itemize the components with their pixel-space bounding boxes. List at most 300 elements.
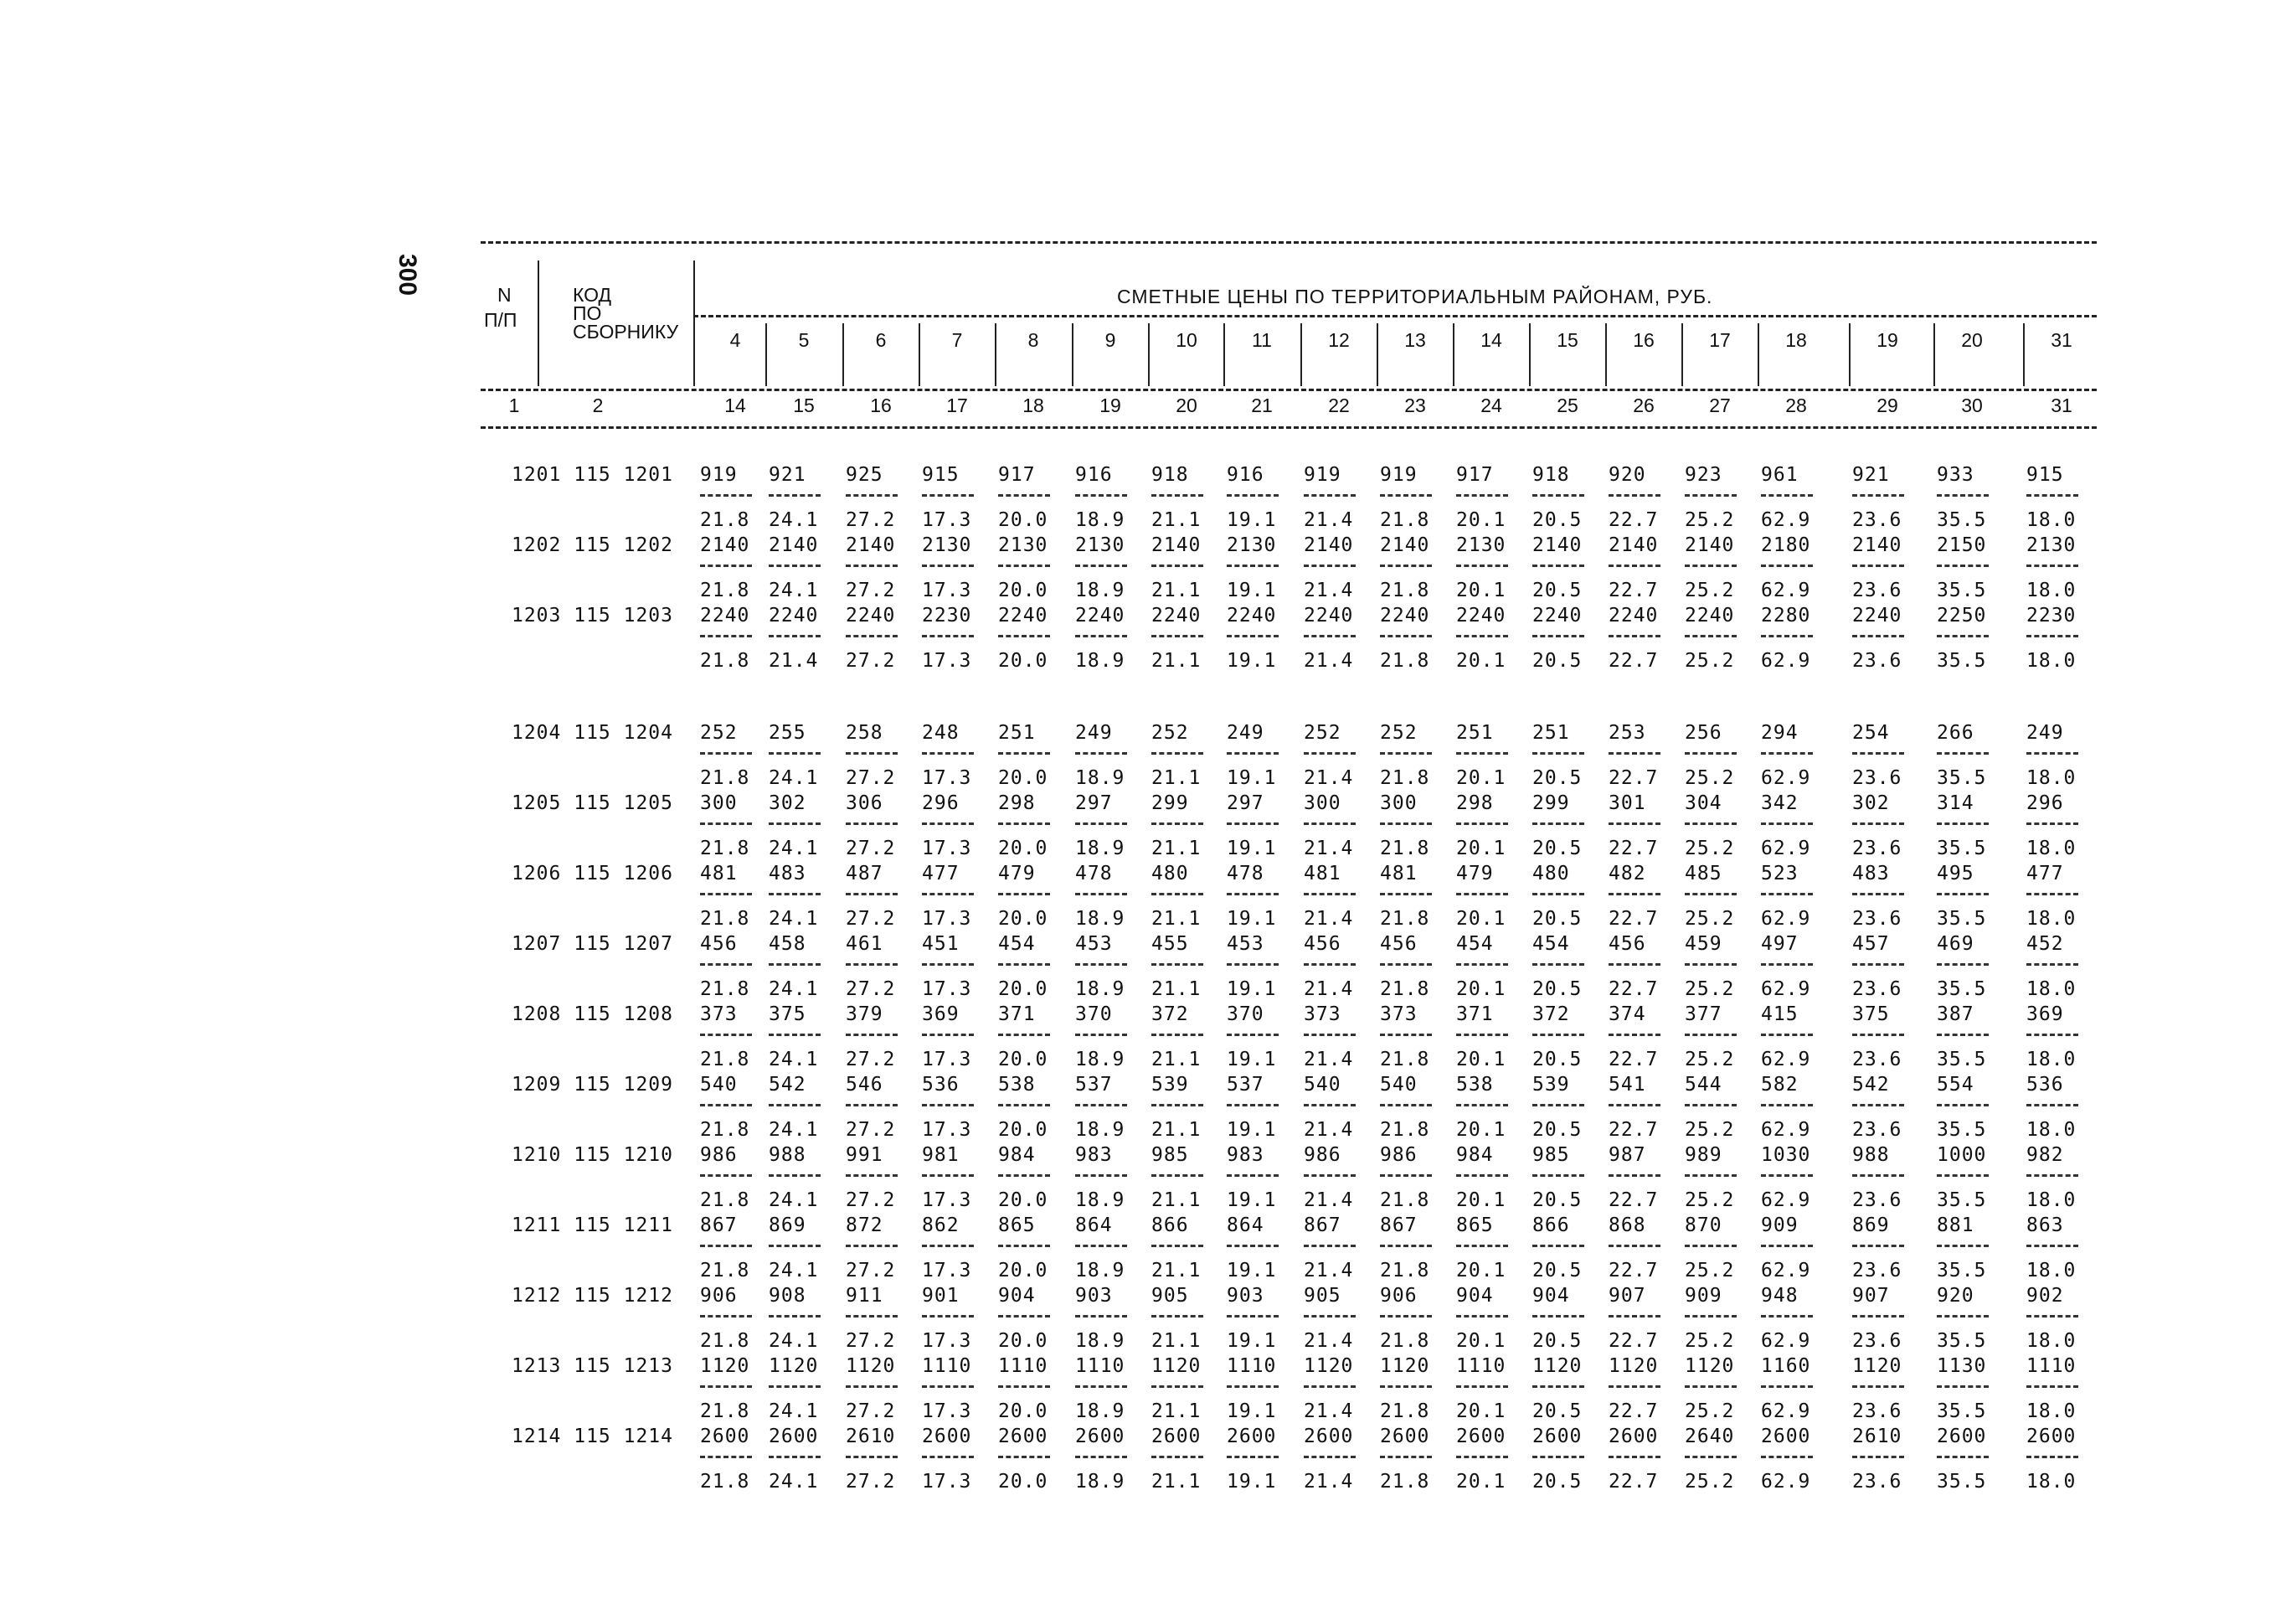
price-cell: 249 (1227, 722, 1264, 744)
coefficient-cell: 21.1 (1151, 580, 1202, 601)
fraction-dash (1685, 1104, 1737, 1106)
price-cell: 300 (1380, 792, 1418, 814)
fraction-dash (1380, 1034, 1432, 1036)
coefficient-cell: 20.0 (998, 1330, 1048, 1352)
fraction-dash (1380, 752, 1432, 755)
coefficient-cell: 25.2 (1685, 1471, 1735, 1493)
price-cell: 481 (1304, 863, 1341, 884)
table-header (481, 244, 2097, 386)
fraction-dash (1685, 565, 1737, 567)
coefficient-cell: 18.0 (2026, 1471, 2077, 1493)
coefficient-cell: 21.8 (1380, 1260, 1430, 1281)
coefficient-cell: 23.6 (1852, 1400, 1902, 1422)
fraction-dash (1532, 1315, 1584, 1317)
coefficient-cell: 18.0 (2026, 767, 2077, 789)
fraction-dash (1456, 893, 1508, 895)
price-cell: 2600 (1937, 1426, 1987, 1447)
coefficient-cell: 22.7 (1609, 1260, 1659, 1281)
coefficient-cell: 19.1 (1227, 838, 1277, 859)
coefficient-cell: 21.1 (1151, 509, 1202, 531)
price-cell: 477 (922, 863, 960, 884)
fraction-dash (1685, 1385, 1737, 1388)
fraction-dash (1685, 752, 1737, 755)
price-cell: 456 (1609, 933, 1646, 955)
price-cell: 373 (1304, 1003, 1341, 1025)
coefficient-cell: 23.6 (1852, 1049, 1902, 1070)
coefficient-cell: 20.0 (998, 1400, 1048, 1422)
fraction-dash (700, 494, 752, 497)
price-cell: 371 (998, 1003, 1036, 1025)
coefficient-cell: 27.2 (846, 1119, 896, 1141)
coefficient-cell: 21.4 (1304, 1400, 1354, 1422)
price-cell: 2140 (1380, 534, 1430, 556)
coefficient-cell: 22.7 (1609, 1189, 1659, 1211)
coefficient-cell: 35.5 (1937, 1330, 1987, 1352)
coefficient-cell: 21.8 (700, 908, 750, 930)
region-header: 14 (1480, 329, 1502, 351)
price-cell: 919 (1380, 464, 1418, 486)
price-cell: 1120 (846, 1355, 896, 1377)
region-header: 16 (1633, 329, 1655, 351)
fraction-dash (922, 822, 974, 825)
fraction-dash (1532, 1385, 1584, 1388)
fraction-dash (1304, 565, 1356, 567)
coefficient-cell: 21.8 (1380, 767, 1430, 789)
price-cell: 982 (2026, 1144, 2064, 1166)
price-cell: 541 (1609, 1074, 1646, 1096)
fraction-dash (846, 1315, 898, 1317)
price-cell: 477 (2026, 863, 2064, 884)
price-cell: 2150 (1937, 534, 1987, 556)
fraction-dash (1151, 1315, 1203, 1317)
price-cell: 868 (1609, 1214, 1646, 1236)
fraction-dash (1609, 963, 1660, 966)
region-header: 20 (1961, 329, 1983, 351)
price-cell: 1120 (1380, 1355, 1430, 1377)
price-cell: 1110 (922, 1355, 972, 1377)
price-cell: 2600 (1227, 1426, 1277, 1447)
fraction-dash (846, 1034, 898, 1036)
fraction-dash (1227, 635, 1279, 637)
fraction-dash (998, 1456, 1050, 1458)
fraction-dash (1685, 893, 1737, 895)
region-divider (1681, 323, 1683, 386)
fraction-dash (846, 893, 898, 895)
row-code: 1213 115 1213 (511, 1355, 673, 1377)
fraction-dash (1937, 963, 1989, 966)
price-cell: 2600 (769, 1426, 819, 1447)
fraction-dash (1532, 822, 1584, 825)
coefficient-cell: 21.8 (700, 1189, 750, 1211)
price-cell: 2250 (1937, 605, 1987, 627)
coefficient-cell: 20.5 (1532, 978, 1583, 1000)
coefficient-cell: 19.1 (1227, 908, 1277, 930)
coefficient-cell: 17.3 (922, 1400, 972, 1422)
fraction-dash (998, 565, 1050, 567)
fraction-dash (2026, 1034, 2078, 1036)
region-divider (1758, 323, 1759, 386)
price-cell: 1160 (1761, 1355, 1811, 1377)
fraction-dash (922, 893, 974, 895)
fraction-dash (1937, 1385, 1989, 1388)
fraction-dash (769, 1315, 821, 1317)
column-number: 21 (1251, 394, 1273, 416)
coefficient-cell: 19.1 (1227, 1049, 1277, 1070)
coefficient-cell: 20.1 (1456, 650, 1506, 672)
coefficient-cell: 21.4 (1304, 1189, 1354, 1211)
region-header: 15 (1557, 329, 1578, 351)
price-cell: 454 (1532, 933, 1570, 955)
fraction-dash (998, 893, 1050, 895)
region-divider (1377, 323, 1378, 386)
price-cell: 2600 (922, 1426, 972, 1447)
coefficient-cell: 21.1 (1151, 1400, 1202, 1422)
fraction-dash (1456, 822, 1508, 825)
fraction-dash (1852, 1174, 1904, 1177)
coefficient-cell: 62.9 (1761, 650, 1811, 672)
column-number-rule (481, 426, 2097, 429)
price-cell: 304 (1685, 792, 1722, 814)
fraction-dash (1075, 1245, 1127, 1247)
coefficient-cell: 20.5 (1532, 650, 1583, 672)
coefficient-cell: 21.4 (1304, 1471, 1354, 1493)
price-cell: 300 (1304, 792, 1341, 814)
fraction-dash (846, 1104, 898, 1106)
coefficient-cell: 62.9 (1761, 580, 1811, 601)
fraction-dash (1685, 494, 1737, 497)
fraction-dash (700, 822, 752, 825)
coefficient-cell: 18.9 (1075, 838, 1125, 859)
fraction-dash (1304, 752, 1356, 755)
price-cell: 452 (2026, 933, 2064, 955)
region-divider (919, 323, 920, 386)
fraction-dash (922, 1245, 974, 1247)
row-code: 1214 115 1214 (511, 1426, 673, 1447)
region-header: 18 (1785, 329, 1807, 351)
price-cell: 2600 (1380, 1426, 1430, 1447)
coefficient-cell: 23.6 (1852, 1471, 1902, 1493)
fraction-dash (769, 822, 821, 825)
coefficient-cell: 20.0 (998, 580, 1048, 601)
fraction-dash (1761, 565, 1813, 567)
fraction-dash (1852, 494, 1904, 497)
fraction-dash (1852, 1315, 1904, 1317)
coefficient-cell: 24.1 (769, 1119, 819, 1141)
fraction-dash (1227, 1245, 1279, 1247)
header-subrule (693, 315, 2097, 317)
price-cell: 495 (1937, 863, 1974, 884)
price-cell: 252 (1151, 722, 1189, 744)
coefficient-cell: 21.1 (1151, 1471, 1202, 1493)
region-divider (765, 323, 767, 386)
column-number: 22 (1328, 394, 1350, 416)
price-cell: 314 (1937, 792, 1974, 814)
price-cell: 540 (700, 1074, 738, 1096)
price-cell: 297 (1075, 792, 1113, 814)
fraction-dash (1075, 494, 1127, 497)
price-cell: 2130 (2026, 534, 2077, 556)
coefficient-cell: 20.0 (998, 767, 1048, 789)
fraction-dash (1304, 822, 1356, 825)
column-number: 30 (1961, 394, 1983, 416)
fraction-dash (998, 635, 1050, 637)
coefficient-cell: 21.4 (1304, 908, 1354, 930)
coefficient-cell: 20.1 (1456, 838, 1506, 859)
price-cell: 909 (1685, 1285, 1722, 1307)
fraction-dash (1761, 752, 1813, 755)
price-cell: 2230 (2026, 605, 2077, 627)
coefficient-cell: 25.2 (1685, 908, 1735, 930)
coefficient-cell: 21.1 (1151, 908, 1202, 930)
fraction-dash (998, 963, 1050, 966)
price-cell: 540 (1380, 1074, 1418, 1096)
price-cell: 2130 (1075, 534, 1125, 556)
fraction-dash (1937, 752, 1989, 755)
price-cell: 872 (846, 1214, 883, 1236)
price-cell: 542 (769, 1074, 806, 1096)
fraction-dash (1609, 635, 1660, 637)
price-cell: 523 (1761, 863, 1799, 884)
price-cell: 991 (846, 1144, 883, 1166)
fraction-dash (1761, 1315, 1813, 1317)
price-cell: 372 (1151, 1003, 1189, 1025)
price-cell: 2600 (1761, 1426, 1811, 1447)
price-cell: 2140 (1685, 534, 1735, 556)
price-cell: 2240 (1609, 605, 1659, 627)
fraction-dash (1227, 893, 1279, 895)
coefficient-cell: 17.3 (922, 1049, 972, 1070)
coefficient-cell: 21.1 (1151, 838, 1202, 859)
coefficient-cell: 18.9 (1075, 908, 1125, 930)
fraction-dash (700, 963, 752, 966)
fraction-dash (1761, 494, 1813, 497)
region-divider (1223, 323, 1225, 386)
coefficient-cell: 24.1 (769, 767, 819, 789)
fraction-dash (1456, 635, 1508, 637)
coefficient-cell: 18.9 (1075, 1119, 1125, 1141)
fraction-dash (922, 1385, 974, 1388)
fraction-dash (1761, 963, 1813, 966)
coefficient-cell: 19.1 (1227, 978, 1277, 1000)
price-cell: 917 (1456, 464, 1494, 486)
coefficient-cell: 18.0 (2026, 1049, 2077, 1070)
fraction-dash (1761, 635, 1813, 637)
fraction-dash (846, 565, 898, 567)
fraction-dash (1532, 1245, 1584, 1247)
price-cell: 342 (1761, 792, 1799, 814)
fraction-dash (998, 1315, 1050, 1317)
coefficient-cell: 27.2 (846, 838, 896, 859)
fraction-dash (2026, 963, 2078, 966)
fraction-dash (1304, 1245, 1356, 1247)
fraction-dash (1609, 1245, 1660, 1247)
fraction-dash (1456, 494, 1508, 497)
fraction-dash (769, 1174, 821, 1177)
region-divider (1453, 323, 1454, 386)
fraction-dash (1227, 494, 1279, 497)
column-number: 18 (1022, 394, 1044, 416)
fraction-dash (2026, 1385, 2078, 1388)
coefficient-cell: 35.5 (1937, 1471, 1987, 1493)
coefficient-cell: 22.7 (1609, 767, 1659, 789)
fraction-dash (1227, 1315, 1279, 1317)
fraction-dash (1075, 1174, 1127, 1177)
fraction-dash (1456, 1104, 1508, 1106)
price-cell: 479 (1456, 863, 1494, 884)
fraction-dash (700, 565, 752, 567)
fraction-dash (846, 494, 898, 497)
fraction-dash (1685, 1315, 1737, 1317)
region-divider (1849, 323, 1851, 386)
coefficient-cell: 25.2 (1685, 978, 1735, 1000)
coefficient-cell: 21.8 (700, 580, 750, 601)
coefficient-cell: 27.2 (846, 767, 896, 789)
coefficient-cell: 21.8 (700, 650, 750, 672)
fraction-dash (1609, 565, 1660, 567)
price-cell: 904 (998, 1285, 1036, 1307)
fraction-dash (922, 1456, 974, 1458)
coefficient-cell: 18.0 (2026, 1119, 2077, 1141)
price-cell: 2140 (1609, 534, 1659, 556)
price-cell: 538 (998, 1074, 1036, 1096)
price-cell: 983 (1075, 1144, 1113, 1166)
fraction-dash (998, 1104, 1050, 1106)
fraction-dash (1761, 822, 1813, 825)
coefficient-cell: 20.1 (1456, 908, 1506, 930)
price-cell: 2140 (846, 534, 896, 556)
price-cell: 536 (2026, 1074, 2064, 1096)
price-cell: 908 (769, 1285, 806, 1307)
price-cell: 481 (700, 863, 738, 884)
fraction-dash (998, 1174, 1050, 1177)
price-cell: 919 (700, 464, 738, 486)
fraction-dash (2026, 822, 2078, 825)
fraction-dash (1937, 1456, 1989, 1458)
price-cell: 917 (998, 464, 1036, 486)
fraction-dash (1852, 1385, 1904, 1388)
fraction-dash (700, 635, 752, 637)
fraction-dash (1304, 494, 1356, 497)
coefficient-cell: 20.5 (1532, 580, 1583, 601)
coefficient-cell: 27.2 (846, 1471, 896, 1493)
coefficient-cell: 35.5 (1937, 580, 1987, 601)
coefficient-cell: 17.3 (922, 1260, 972, 1281)
price-cell: 2230 (922, 605, 972, 627)
coefficient-cell: 21.4 (1304, 1330, 1354, 1352)
coefficient-cell: 21.8 (1380, 1189, 1430, 1211)
price-cell: 904 (1456, 1285, 1494, 1307)
price-cell: 1000 (1937, 1144, 1987, 1166)
price-cell: 301 (1609, 792, 1646, 814)
row-code: 1205 115 1205 (511, 792, 673, 814)
column-number: 24 (1480, 394, 1502, 416)
price-cell: 901 (922, 1285, 960, 1307)
coefficient-cell: 19.1 (1227, 1471, 1277, 1493)
fraction-dash (1609, 752, 1660, 755)
fraction-dash (2026, 565, 2078, 567)
price-cell: 453 (1075, 933, 1113, 955)
coefficient-cell: 24.1 (769, 1049, 819, 1070)
price-cell: 2130 (922, 534, 972, 556)
fraction-dash (1227, 963, 1279, 966)
fraction-dash (1380, 1456, 1432, 1458)
coefficient-cell: 18.0 (2026, 580, 2077, 601)
price-cell: 870 (1685, 1214, 1722, 1236)
price-cell: 915 (2026, 464, 2064, 486)
fraction-dash (1852, 752, 1904, 755)
coefficient-cell: 62.9 (1761, 908, 1811, 930)
price-cell: 916 (1075, 464, 1113, 486)
coefficient-cell: 27.2 (846, 1049, 896, 1070)
price-cell: 294 (1761, 722, 1799, 744)
coefficient-cell: 35.5 (1937, 767, 1987, 789)
coefficient-cell: 22.7 (1609, 509, 1659, 531)
price-cell: 456 (700, 933, 738, 955)
price-cell: 542 (1852, 1074, 1890, 1096)
coefficient-cell: 23.6 (1852, 767, 1902, 789)
fraction-dash (1304, 1385, 1356, 1388)
fraction-dash (1937, 494, 1989, 497)
column-number: 14 (724, 394, 746, 416)
coefficient-cell: 23.6 (1852, 580, 1902, 601)
price-cell: 923 (1685, 464, 1722, 486)
price-cell: 2600 (1532, 1426, 1583, 1447)
coefficient-cell: 19.1 (1227, 509, 1277, 531)
price-cell: 986 (700, 1144, 738, 1166)
fraction-dash (700, 752, 752, 755)
fraction-dash (1151, 1174, 1203, 1177)
fraction-dash (1151, 635, 1203, 637)
coefficient-cell: 17.3 (922, 767, 972, 789)
fraction-dash (2026, 635, 2078, 637)
fraction-dash (2026, 893, 2078, 895)
coefficient-cell: 21.4 (769, 650, 819, 672)
fraction-dash (1151, 1245, 1203, 1247)
coefficient-cell: 35.5 (1937, 1119, 1987, 1141)
region-divider (2023, 323, 2025, 386)
price-cell: 451 (922, 933, 960, 955)
coefficient-cell: 19.1 (1227, 1400, 1277, 1422)
price-cell: 554 (1937, 1074, 1974, 1096)
coefficient-cell: 27.2 (846, 908, 896, 930)
price-cell: 867 (700, 1214, 738, 1236)
price-cell: 919 (1304, 464, 1341, 486)
coefficient-cell: 35.5 (1937, 838, 1987, 859)
coefficient-cell: 18.9 (1075, 1049, 1125, 1070)
price-cell: 379 (846, 1003, 883, 1025)
fraction-dash (1151, 963, 1203, 966)
coefficient-cell: 20.5 (1532, 1049, 1583, 1070)
price-cell: 497 (1761, 933, 1799, 955)
column-number: 26 (1633, 394, 1655, 416)
price-cell: 469 (1937, 933, 1974, 955)
price-cell: 248 (922, 722, 960, 744)
price-cell: 374 (1609, 1003, 1646, 1025)
fraction-dash (1304, 635, 1356, 637)
coefficient-cell: 35.5 (1937, 1049, 1987, 1070)
coefficient-cell: 21.1 (1151, 1049, 1202, 1070)
coefficient-cell: 27.2 (846, 978, 896, 1000)
fraction-dash (922, 635, 974, 637)
price-cell: 252 (1380, 722, 1418, 744)
fraction-dash (1075, 565, 1127, 567)
price-cell: 2140 (1532, 534, 1583, 556)
price-cell: 266 (1937, 722, 1974, 744)
price-cell: 251 (998, 722, 1036, 744)
price-cell: 375 (769, 1003, 806, 1025)
fraction-dash (1761, 1456, 1813, 1458)
coefficient-cell: 18.9 (1075, 650, 1125, 672)
